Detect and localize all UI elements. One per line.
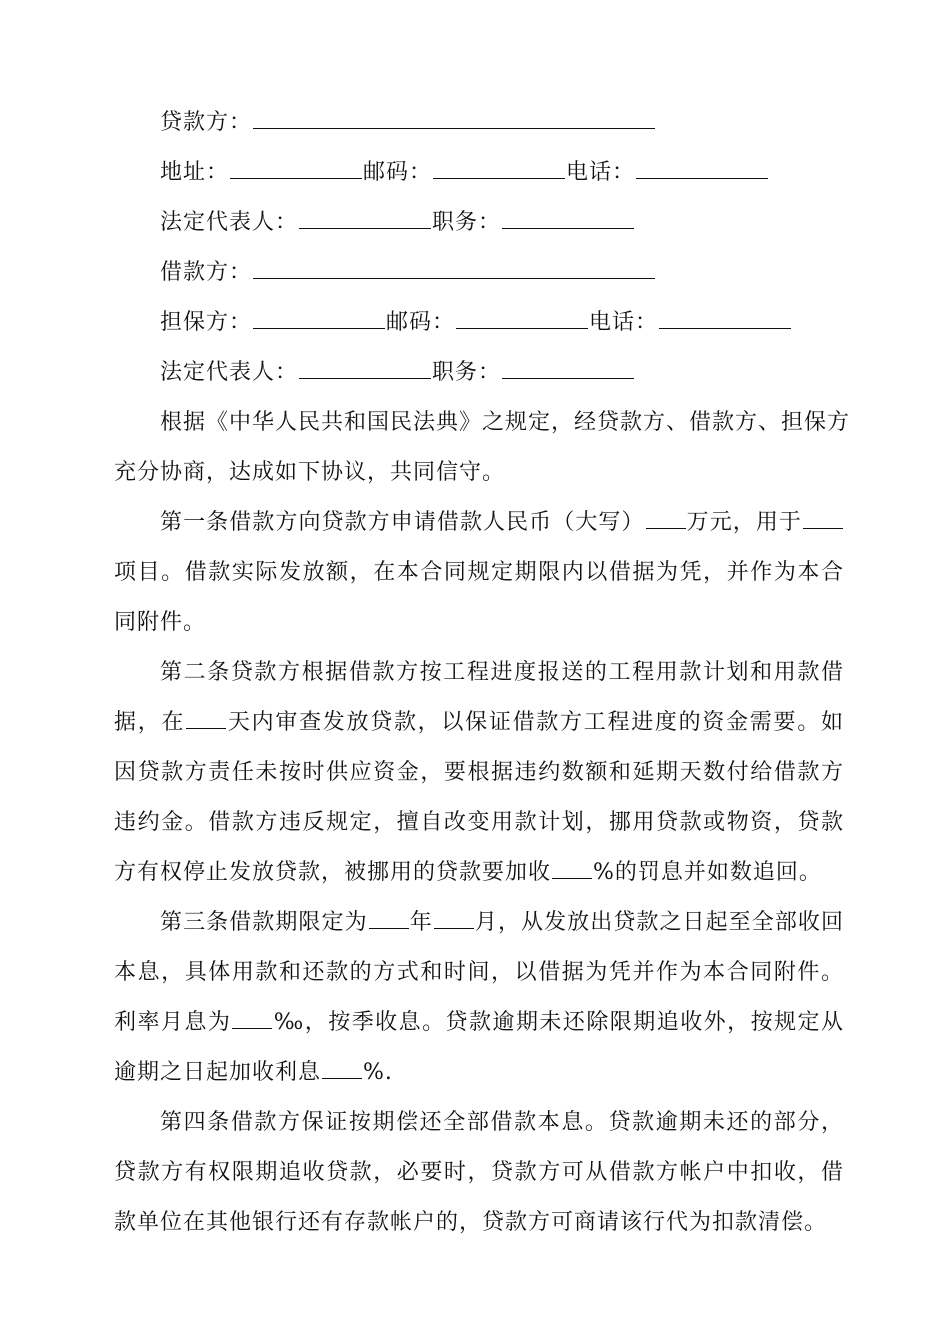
article-4 <box>114 1098 844 1248</box>
overdue-rate-blank <box>322 1055 362 1079</box>
article-3-text-b: 年 <box>409 910 433 935</box>
intro-line-2 <box>114 448 844 498</box>
guarantor-postcode-blank <box>456 305 588 329</box>
guarantor-postcode-label: 邮码： <box>386 310 456 335</box>
monthly-rate-blank <box>232 1005 272 1029</box>
lender-label: 贷款方： <box>160 110 253 135</box>
legal-rep-label: 法定代表人： <box>160 210 299 235</box>
article-2-text-a: 第二条贷款方根据借款方按工程进度报送的工程用款计划和用款借据，在 <box>114 660 844 735</box>
borrower-line <box>114 248 844 298</box>
project-blank <box>803 505 843 529</box>
contract-body <box>114 98 851 1248</box>
lender-address-line <box>114 148 844 198</box>
postcode-blank <box>433 155 565 179</box>
article-2-text-b: 天内审查发放贷款，以保证借款方工程进度的资金需要。如因贷款方责任未按时供应资金，要根据违约数额和延期天数付给借款方违约金。借款方违反规定，擅自改变用款计划，挪用贷款或物资，贷款方有权停止发放贷款，被挪用的贷款要加收 <box>114 710 844 885</box>
lender-rep-line <box>114 198 844 248</box>
article-3 <box>114 898 844 1098</box>
article-2 <box>114 648 844 898</box>
intro-line-1 <box>114 398 851 448</box>
borrower-label: 借款方： <box>160 260 253 285</box>
phone-blank <box>636 155 768 179</box>
article-3-text-c: 月，从发放出贷款之日起至全部收回本息，具体用款和还款的方式和时间，以借据为凭并作为本合同附件。利率月息为 <box>114 910 844 1035</box>
legal-rep-blank <box>299 205 431 229</box>
article-1-text-a: 第一条借款方向贷款方申请借款人民币（大写） <box>160 510 645 535</box>
address-label: 地址： <box>160 160 230 185</box>
guarantor-line <box>114 298 844 348</box>
review-days-blank <box>186 705 226 729</box>
article-3-text-d: ‰，按季收息。贷款逾期未还除限期追收外，按规定从逾期之日起加收利息 <box>114 1010 844 1085</box>
article-3-text-e: %. <box>363 1060 393 1085</box>
article-3-text-a: 第三条借款期限定为 <box>160 910 368 935</box>
guarantor-label: 担保方： <box>160 310 253 335</box>
guarantor-phone-blank <box>659 305 791 329</box>
penalty-rate-blank <box>552 855 592 879</box>
term-months-blank <box>434 905 474 929</box>
article-2-text-c: %的罚息并如数追回。 <box>593 860 822 885</box>
article-1-text-c: 项目。借款实际发放额，在本合同规定期限内以借据为凭，并作为本合同附件。 <box>114 560 844 635</box>
phone-label: 电话： <box>566 160 636 185</box>
position-blank <box>502 205 634 229</box>
article-4-text: 第四条借款方保证按期偿还全部借款本息。贷款逾期未还的部分，贷款方有权限期追收贷款，必要时，贷款方可从借款方帐户中扣收，借款单位在其他银行还有存款帐户的，贷款方可商请该行代为扣款清偿。 <box>114 1110 844 1235</box>
guarantor-rep-line <box>114 348 844 398</box>
lender-blank <box>253 105 655 129</box>
article-1-text-b: 万元，用于 <box>686 510 802 535</box>
term-years-blank <box>369 905 409 929</box>
position-label: 职务： <box>432 210 502 235</box>
guarantor-phone-label: 电话： <box>589 310 659 335</box>
guarantor-blank <box>253 305 385 329</box>
guarantor-position-blank <box>502 355 634 379</box>
article-1 <box>114 498 844 648</box>
address-blank <box>230 155 362 179</box>
intro-text-1: 根据《中华人民共和国民法典》之规定，经贷款方、借款方、担保方 <box>160 410 851 435</box>
guarantor-legal-rep-label: 法定代表人： <box>160 360 299 385</box>
intro-text-2: 充分协商，达成如下协议，共同信守。 <box>114 460 506 485</box>
guarantor-position-label: 职务： <box>432 360 502 385</box>
lender-line <box>114 98 844 148</box>
guarantor-legal-rep-blank <box>299 355 431 379</box>
borrower-blank <box>253 255 655 279</box>
loan-amount-blank <box>646 505 686 529</box>
postcode-label: 邮码： <box>363 160 433 185</box>
